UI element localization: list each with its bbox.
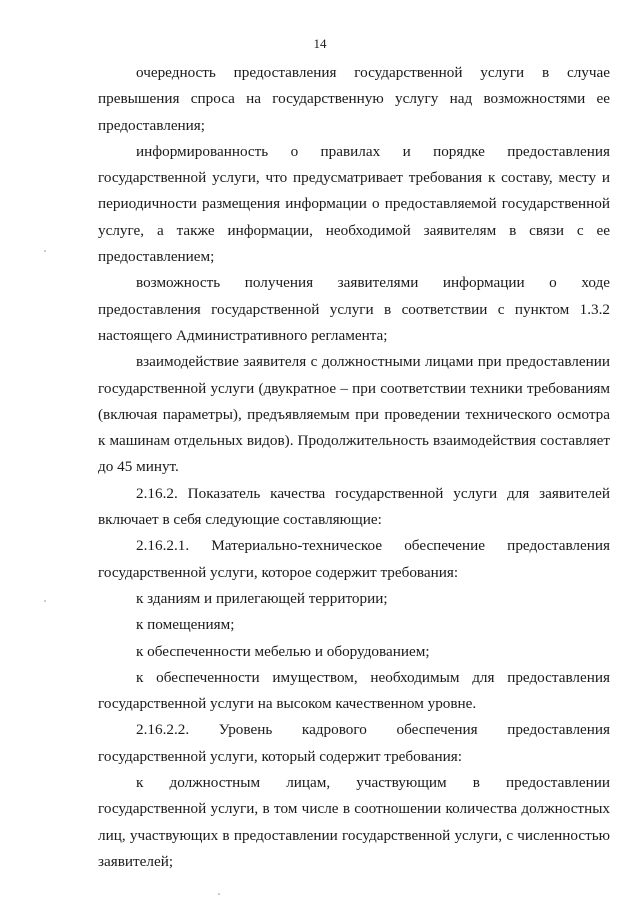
scan-artifact-dot bbox=[218, 893, 220, 895]
paragraph-queue: очередность предоставления государственной услуги в случае превышения спроса на государственную услугу над возможностями ее предоставления; bbox=[98, 64, 610, 134]
list-item-premises: к помещениям; bbox=[136, 616, 235, 634]
scan-artifact-dot bbox=[44, 250, 46, 252]
paragraph-2-16-2-1: 2.16.2.1. Материально-техническое обеспечение предоставления государственной услуги, которое содержит требования: bbox=[98, 537, 610, 581]
document-body bbox=[98, 60, 610, 875]
scan-artifact-dot bbox=[44, 600, 46, 602]
paragraph-progress-info: возможность получения заявителями информации о ходе предоставления государственной услуги в соответствии с пунктом 1.3.2 настоящего Административного регламента; bbox=[98, 274, 610, 344]
list-item-furniture: к обеспеченности мебелью и оборудованием; bbox=[136, 642, 430, 660]
paragraph-interaction: взаимодействие заявителя с должностными лицами при предоставлении государственной услуги (двукратное – при соответствии техники требованиям (включая параметры), предъявляемым при проведении технического осмотра к машинам отдельных видов). Продолжительность взаимодействия составляет до 45 минут. bbox=[98, 353, 610, 476]
list-item-property: к обеспеченности имуществом, необходимым для предоставления государственной услуги на высоком качественном уровне. bbox=[98, 668, 610, 713]
paragraph-awareness: информированность о правилах и порядке предоставления государственной услуги, что предусматривает требования к составу, месту и периодичности размещения информации о предоставляемой государственной услуге, а также информации, необходимой заявителям в связи с ее предоставлением; bbox=[98, 142, 610, 266]
paragraph-2-16-2: 2.16.2. Показатель качества государственной услуги для заявителей включает в себя следующие составляющие: bbox=[98, 484, 610, 529]
list-item-buildings: к зданиям и прилегающей территории; bbox=[136, 589, 388, 607]
paragraph-2-16-2-2: 2.16.2.2. Уровень кадрового обеспечения предоставления государственной услуги, который содержит требования: bbox=[98, 721, 610, 765]
list-item-officials: к должностным лицам, участвующим в предоставлении государственной услуги, в том числе в соотношении количества должностных лиц, участвующих в предоставлении государственной услуги, с численностью заявителей; bbox=[98, 774, 610, 870]
page-number: 14 bbox=[313, 36, 327, 51]
